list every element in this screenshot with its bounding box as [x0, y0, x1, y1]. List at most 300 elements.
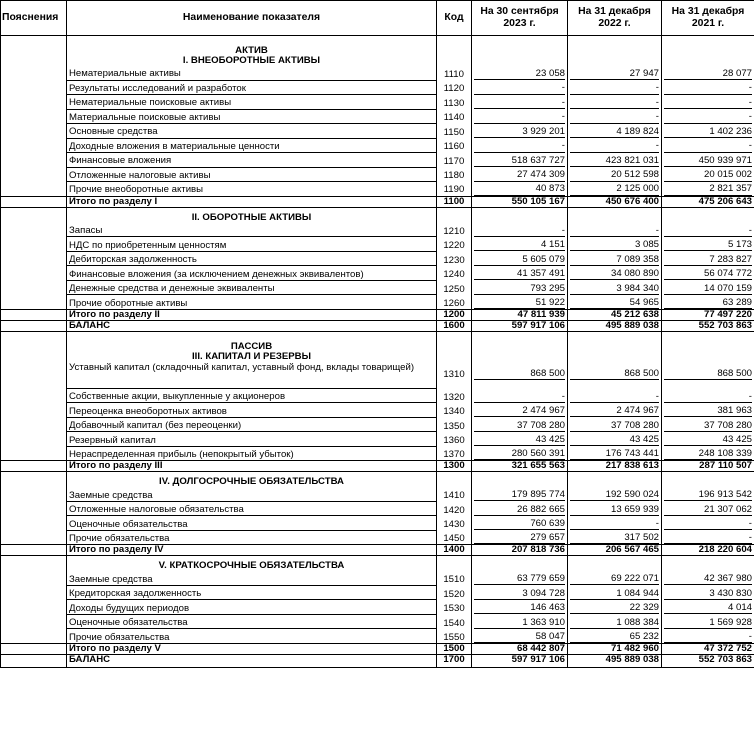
- table-row: [1, 530, 754, 545]
- value-2022-text: 495 889 038: [605, 320, 659, 331]
- indicator-name: Основные средства: [67, 124, 437, 139]
- value-2023-text: 26 882 665: [474, 505, 565, 516]
- value-2023: [472, 138, 568, 153]
- explanation-cell: [1, 138, 67, 153]
- indicator-name: Итого по разделу I: [67, 196, 437, 207]
- value-2023: [472, 571, 568, 585]
- value-2023-text: 23 058: [474, 69, 565, 80]
- value-2021-text: 37 708 280: [664, 421, 752, 432]
- value-2023-text: 51 922: [474, 298, 565, 309]
- value-2022: [568, 388, 662, 403]
- section-heading: [67, 556, 437, 572]
- explanation-cell: [1, 585, 67, 600]
- value-cell: [568, 556, 662, 572]
- line-code: 1350: [437, 417, 472, 432]
- value-2023: [472, 629, 568, 644]
- value-2023-text: -: [474, 226, 565, 237]
- value-2023: [472, 80, 568, 95]
- line-code: 1520: [437, 585, 472, 600]
- value-2023-text: 321 655 563: [511, 460, 565, 472]
- table-row: [1, 629, 754, 644]
- indicator-name: Денежные средства и денежные эквиваленты: [67, 280, 437, 295]
- table-row: [1, 182, 754, 197]
- value-2022-text: -: [570, 83, 659, 94]
- indicator-name: Дебиторская задолженность: [67, 251, 437, 266]
- value-2022: [568, 309, 662, 320]
- explanation-cell: [1, 266, 67, 281]
- value-2022: [568, 446, 662, 461]
- value-2023: [472, 432, 568, 447]
- indicator-name: Собственные акции, выкупленные у акционеров: [67, 388, 437, 403]
- value-2022: [568, 295, 662, 310]
- table-row: [1, 223, 754, 237]
- table-row: [1, 432, 754, 447]
- code-cell: [437, 556, 472, 572]
- value-2021: [662, 585, 754, 600]
- total-row: [1, 461, 754, 472]
- value-2023-text: 58 047: [474, 632, 565, 643]
- value-2023-text: -: [474, 98, 565, 109]
- explanation-cell: [1, 331, 67, 362]
- indicator-name: Итого по разделу IV: [67, 545, 437, 556]
- value-2023-text: -: [474, 392, 565, 403]
- table-row: [1, 614, 754, 629]
- value-2021-text: 42 367 980: [664, 574, 752, 585]
- value-2021-text: 552 703 863: [698, 320, 752, 331]
- value-cell: [662, 556, 754, 572]
- explanation-cell: [1, 643, 67, 654]
- indicator-name: Прочие оборотные активы: [67, 295, 437, 310]
- value-2021: [662, 600, 754, 615]
- code-cell: [437, 331, 472, 362]
- value-2021: [662, 446, 754, 461]
- total-row: [1, 654, 754, 667]
- value-2021-text: 56 074 772: [664, 269, 752, 280]
- value-2021-text: 7 283 827: [664, 255, 752, 266]
- explanation-cell: [1, 654, 67, 667]
- value-2021: [662, 461, 754, 472]
- value-2022-text: -: [570, 392, 659, 403]
- line-code: 1700: [437, 654, 472, 667]
- total-row: [1, 196, 754, 207]
- value-2023-text: 280 560 391: [474, 449, 565, 460]
- explanation-cell: [1, 446, 67, 461]
- table-row: [1, 95, 754, 110]
- value-2023-text: 207 818 736: [511, 544, 565, 556]
- line-code: 1260: [437, 295, 472, 310]
- indicator-name: БАЛАНС: [67, 654, 437, 667]
- value-2022: [568, 320, 662, 331]
- table-row: [1, 138, 754, 153]
- explanation-cell: [1, 124, 67, 139]
- value-2023: [472, 320, 568, 331]
- value-2022: [568, 196, 662, 207]
- value-2023-text: 27 474 309: [474, 170, 565, 181]
- indicator-name: Оценочные обязательства: [67, 516, 437, 531]
- value-cell: [472, 556, 568, 572]
- table-row: [1, 109, 754, 124]
- value-2023: [472, 95, 568, 110]
- value-2021-text: 196 913 542: [664, 490, 752, 501]
- value-2021: [662, 182, 754, 197]
- value-2022: [568, 266, 662, 281]
- column-header-period-2022: На 31 декабря 2022 г.: [568, 1, 662, 36]
- value-2021: [662, 320, 754, 331]
- explanation-cell: [1, 600, 67, 615]
- explanation-cell: [1, 36, 67, 67]
- value-2022: [568, 66, 662, 80]
- value-2023-text: -: [474, 83, 565, 94]
- explanation-cell: [1, 167, 67, 182]
- value-2021: [662, 545, 754, 556]
- value-2022: [568, 571, 662, 585]
- code-cell: [437, 207, 472, 223]
- value-2023-text: 597 917 106: [511, 320, 565, 331]
- table-row: [1, 66, 754, 80]
- line-code: 1500: [437, 643, 472, 654]
- explanation-cell: [1, 196, 67, 207]
- value-2022: [568, 95, 662, 110]
- indicator-name: Итого по разделу III: [67, 461, 437, 472]
- indicator-name: Отложенные налоговые обязательства: [67, 501, 437, 516]
- value-2021-text: 1 569 928: [664, 618, 752, 629]
- value-2022-text: 206 567 465: [605, 544, 659, 556]
- line-code: 1450: [437, 530, 472, 545]
- value-2021: [662, 138, 754, 153]
- indicator-name: Кредиторская задолженность: [67, 585, 437, 600]
- value-2021-text: 218 220 604: [698, 544, 752, 556]
- value-2023: [472, 223, 568, 237]
- value-cell: [472, 207, 568, 223]
- table-row: [1, 167, 754, 182]
- table-row: [1, 501, 754, 516]
- indicator-name: Резервный капитал: [67, 432, 437, 447]
- value-2021: [662, 196, 754, 207]
- value-2021: [662, 266, 754, 281]
- line-code: 1550: [437, 629, 472, 644]
- value-2023: [472, 516, 568, 531]
- value-2022: [568, 153, 662, 168]
- explanation-cell: [1, 432, 67, 447]
- value-cell: [472, 36, 568, 67]
- section-heading-row: [1, 472, 754, 488]
- explanation-cell: [1, 501, 67, 516]
- table-row: [1, 571, 754, 585]
- value-2023: [472, 501, 568, 516]
- value-2021-text: -: [664, 519, 752, 530]
- table-row: [1, 251, 754, 266]
- value-2022: [568, 251, 662, 266]
- value-2022: [568, 280, 662, 295]
- value-2023-text: 63 779 659: [474, 574, 565, 585]
- indicator-name: Результаты исследований и разработок: [67, 80, 437, 95]
- section-heading-row: [1, 556, 754, 572]
- explanation-cell: [1, 66, 67, 80]
- total-row: [1, 643, 754, 654]
- line-code: 1240: [437, 266, 472, 281]
- value-2022-text: -: [570, 519, 659, 530]
- value-2023: [472, 182, 568, 197]
- value-2022-text: 45 212 638: [610, 309, 659, 320]
- value-2021-text: 77 497 220: [703, 309, 752, 320]
- table-row: [1, 516, 754, 531]
- value-2022: [568, 237, 662, 252]
- explanation-cell: [1, 545, 67, 556]
- value-cell: [568, 472, 662, 488]
- section-heading-row: [1, 207, 754, 223]
- value-2022: [568, 417, 662, 432]
- column-header-indicator: Наименование показателя: [67, 1, 437, 36]
- table-row: [1, 153, 754, 168]
- value-2023-text: 550 105 167: [511, 196, 565, 207]
- value-2022-text: 450 676 400: [605, 196, 659, 207]
- value-2022: [568, 124, 662, 139]
- value-2022-text: 22 329: [570, 603, 659, 614]
- value-2023-text: 40 873: [474, 184, 565, 195]
- value-2023: [472, 167, 568, 182]
- value-2023-text: 37 708 280: [474, 421, 565, 432]
- section-title: ПАССИВ: [230, 340, 273, 352]
- value-2022: [568, 501, 662, 516]
- value-2023: [472, 280, 568, 295]
- indicator-name: Нематериальные активы: [67, 66, 437, 80]
- value-2021: [662, 153, 754, 168]
- value-2021: [662, 614, 754, 629]
- value-2022-text: -: [570, 98, 659, 109]
- value-2021: [662, 309, 754, 320]
- value-2022-text: 37 708 280: [570, 421, 659, 432]
- value-2022-text: 2 474 967: [570, 406, 659, 417]
- value-2023-text: 2 474 967: [474, 406, 565, 417]
- value-2022-text: 1 088 384: [570, 618, 659, 629]
- indicator-name: Нераспределенная прибыль (непокрытый убыток): [67, 446, 437, 461]
- value-2022: [568, 643, 662, 654]
- line-code: 1420: [437, 501, 472, 516]
- value-2022-text: 43 425: [570, 435, 659, 446]
- value-2021-text: 20 015 002: [664, 170, 752, 181]
- explanation-cell: [1, 487, 67, 501]
- value-2021-text: 5 173: [664, 240, 752, 251]
- table-row: [1, 266, 754, 281]
- value-2023-text: 43 425: [474, 435, 565, 446]
- value-2021-text: 28 077: [664, 69, 752, 80]
- line-code: 1320: [437, 388, 472, 403]
- value-2023: [472, 66, 568, 80]
- value-2023-text: 3 929 201: [474, 127, 565, 138]
- column-header-period-2023: На 30 сентября 2023 г.: [472, 1, 568, 36]
- section-title: V. КРАТКОСРОЧНЫЕ ОБЯЗАТЕЛЬСТВА: [158, 560, 345, 572]
- line-code: 1150: [437, 124, 472, 139]
- line-code: 1220: [437, 237, 472, 252]
- value-2022: [568, 109, 662, 124]
- value-2022-text: 69 222 071: [570, 574, 659, 585]
- value-2021-text: 381 963: [664, 406, 752, 417]
- value-2021: [662, 124, 754, 139]
- value-2022: [568, 362, 662, 389]
- explanation-cell: [1, 403, 67, 418]
- explanation-cell: [1, 207, 67, 223]
- indicator-name: Итого по разделу II: [67, 309, 437, 320]
- section-heading-row: [1, 36, 754, 67]
- value-2023: [472, 643, 568, 654]
- explanation-cell: [1, 320, 67, 331]
- table-row: [1, 417, 754, 432]
- value-2021-text: 4 014: [664, 603, 752, 614]
- value-2023-text: 1 363 910: [474, 618, 565, 629]
- value-cell: [568, 331, 662, 362]
- value-2023: [472, 251, 568, 266]
- indicator-name: Запасы: [67, 223, 437, 237]
- value-2021-text: -: [664, 141, 752, 152]
- value-2023-text: 41 357 491: [474, 269, 565, 280]
- value-2021: [662, 95, 754, 110]
- line-code: 1310: [437, 362, 472, 389]
- table-body: [1, 36, 754, 668]
- value-2021-text: -: [664, 83, 752, 94]
- value-2022: [568, 80, 662, 95]
- explanation-cell: [1, 614, 67, 629]
- table-row: [1, 362, 754, 389]
- value-2023: [472, 585, 568, 600]
- value-cell: [662, 207, 754, 223]
- explanation-cell: [1, 516, 67, 531]
- section-title: II. ОБОРОТНЫЕ АКТИВЫ: [191, 211, 312, 223]
- value-2022: [568, 516, 662, 531]
- line-code: 1510: [437, 571, 472, 585]
- column-header-explanations: Пояснения: [1, 1, 67, 36]
- value-2021-text: -: [664, 112, 752, 123]
- value-2023-text: 597 917 106: [511, 654, 565, 665]
- explanation-cell: [1, 417, 67, 432]
- column-header-code: Код: [437, 1, 472, 36]
- indicator-name: Финансовые вложения (за исключением денежных эквивалентов): [67, 266, 437, 281]
- value-2023-text: 760 639: [474, 519, 565, 530]
- value-2022-text: 1 084 944: [570, 589, 659, 600]
- value-2021: [662, 251, 754, 266]
- value-2023: [472, 109, 568, 124]
- value-2022-text: 3 984 340: [570, 284, 659, 295]
- value-2023: [472, 124, 568, 139]
- section-heading: [67, 331, 437, 362]
- value-2021: [662, 237, 754, 252]
- value-2021: [662, 501, 754, 516]
- value-2023: [472, 654, 568, 667]
- value-2023: [472, 237, 568, 252]
- value-2022-text: 71 482 960: [610, 643, 659, 654]
- value-2021: [662, 571, 754, 585]
- value-2022-text: -: [570, 141, 659, 152]
- indicator-name: Отложенные налоговые активы: [67, 167, 437, 182]
- explanation-cell: [1, 362, 67, 389]
- line-code: 1180: [437, 167, 472, 182]
- line-code: 1540: [437, 614, 472, 629]
- value-cell: [568, 36, 662, 67]
- section-subtitle: III. КАПИТАЛ И РЕЗЕРВЫ: [192, 350, 311, 362]
- explanation-cell: [1, 556, 67, 572]
- value-2022-text: 495 889 038: [605, 654, 659, 665]
- value-2022: [568, 629, 662, 644]
- line-code: 1340: [437, 403, 472, 418]
- line-code: 1600: [437, 320, 472, 331]
- value-2022-text: 27 947: [570, 69, 659, 80]
- value-cell: [472, 472, 568, 488]
- value-2021: [662, 654, 754, 667]
- indicator-name: Материальные поисковые активы: [67, 109, 437, 124]
- value-2023-text: 279 657: [474, 533, 565, 544]
- explanation-cell: [1, 309, 67, 320]
- value-2022-text: 4 189 824: [570, 127, 659, 138]
- explanation-cell: [1, 182, 67, 197]
- value-2022-text: 3 085: [570, 240, 659, 251]
- table-row: [1, 237, 754, 252]
- table-row: [1, 388, 754, 403]
- indicator-name: Нематериальные поисковые активы: [67, 95, 437, 110]
- value-2023: [472, 309, 568, 320]
- indicator-name: Переоценка внеоборотных активов: [67, 403, 437, 418]
- line-code: 1430: [437, 516, 472, 531]
- value-2021: [662, 516, 754, 531]
- line-code: 1400: [437, 545, 472, 556]
- value-2023: [472, 487, 568, 501]
- value-2021: [662, 388, 754, 403]
- value-2023-text: 179 895 774: [474, 490, 565, 501]
- value-cell: [472, 331, 568, 362]
- table-header-row: [1, 1, 754, 36]
- value-2022-text: 868 500: [570, 369, 659, 380]
- value-2021: [662, 403, 754, 418]
- explanation-cell: [1, 237, 67, 252]
- value-2023: [472, 600, 568, 615]
- value-2021-text: 63 289: [664, 298, 752, 309]
- value-2022: [568, 600, 662, 615]
- value-2022-text: 176 743 441: [570, 449, 659, 460]
- explanation-cell: [1, 388, 67, 403]
- section-heading: [67, 36, 437, 67]
- value-2021-text: -: [664, 533, 752, 544]
- value-2021: [662, 80, 754, 95]
- value-2023-text: 4 151: [474, 240, 565, 251]
- value-2023-text: 146 463: [474, 603, 565, 614]
- value-2022-text: 2 125 000: [570, 184, 659, 195]
- indicator-name: Прочие внеоборотные активы: [67, 182, 437, 197]
- section-heading-row: [1, 331, 754, 362]
- line-code: 1130: [437, 95, 472, 110]
- value-2023: [472, 461, 568, 472]
- value-2023: [472, 153, 568, 168]
- value-2023-text: 68 442 807: [516, 643, 565, 654]
- value-2021: [662, 432, 754, 447]
- value-2023: [472, 614, 568, 629]
- table-row: [1, 487, 754, 501]
- value-2021-text: -: [664, 392, 752, 403]
- value-2021: [662, 362, 754, 389]
- value-2021: [662, 417, 754, 432]
- value-2022-text: 217 838 613: [605, 460, 659, 472]
- table-row: [1, 280, 754, 295]
- value-2021-text: 2 821 357: [664, 184, 752, 195]
- table-row: [1, 295, 754, 310]
- indicator-name: НДС по приобретенным ценностям: [67, 237, 437, 252]
- value-2023-text: -: [474, 112, 565, 123]
- table-row: [1, 80, 754, 95]
- indicator-name: Прочие обязательства: [67, 629, 437, 644]
- value-2021-text: 475 206 643: [698, 196, 752, 207]
- value-2023-text: 5 605 079: [474, 255, 565, 266]
- value-2021: [662, 280, 754, 295]
- line-code: 1250: [437, 280, 472, 295]
- value-2021-text: 1 402 236: [664, 127, 752, 138]
- explanation-cell: [1, 571, 67, 585]
